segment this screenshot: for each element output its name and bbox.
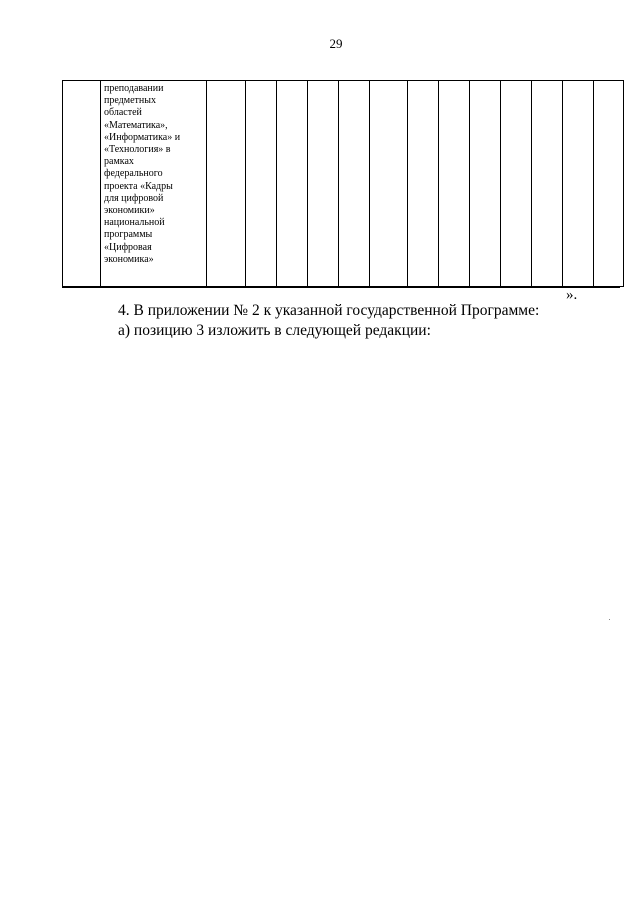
program-table	[62, 80, 624, 287]
table-cell-empty	[308, 81, 339, 287]
table-cell-empty	[470, 81, 501, 287]
closing-quote: ».	[566, 287, 578, 303]
table-cell-empty	[246, 81, 277, 287]
table-cell-description-text: преподавании предметных областей «Математика», «Информатика» и «Технология» в рамках федерального проекта «Кадры для цифровой экономики» национальной программы «Цифровая экономика»	[104, 83, 181, 265]
paragraph-item-4: 4. В приложении № 2 к указанной государственной Программе:	[118, 302, 540, 319]
table-cell-empty	[277, 81, 308, 287]
table-cell-empty	[532, 81, 563, 287]
table-cell-empty	[439, 81, 470, 287]
table-cell-empty	[594, 81, 624, 287]
table-cell-empty	[563, 81, 594, 287]
paragraph-item-a: а) позицию 3 изложить в следующей редакции:	[118, 322, 431, 339]
table-cell-empty	[207, 81, 246, 287]
table-bottom-rule	[62, 287, 620, 288]
table-cell-empty	[370, 81, 408, 287]
page-number: 29	[329, 36, 343, 51]
table-cell-empty	[408, 81, 439, 287]
table-cell-description	[101, 81, 207, 287]
table-cell-empty	[501, 81, 532, 287]
table-cell-number	[63, 81, 101, 287]
table-row	[63, 81, 624, 287]
table-cell-number-text	[63, 81, 100, 83]
table-cell-empty	[339, 81, 370, 287]
scan-speck	[609, 619, 610, 620]
